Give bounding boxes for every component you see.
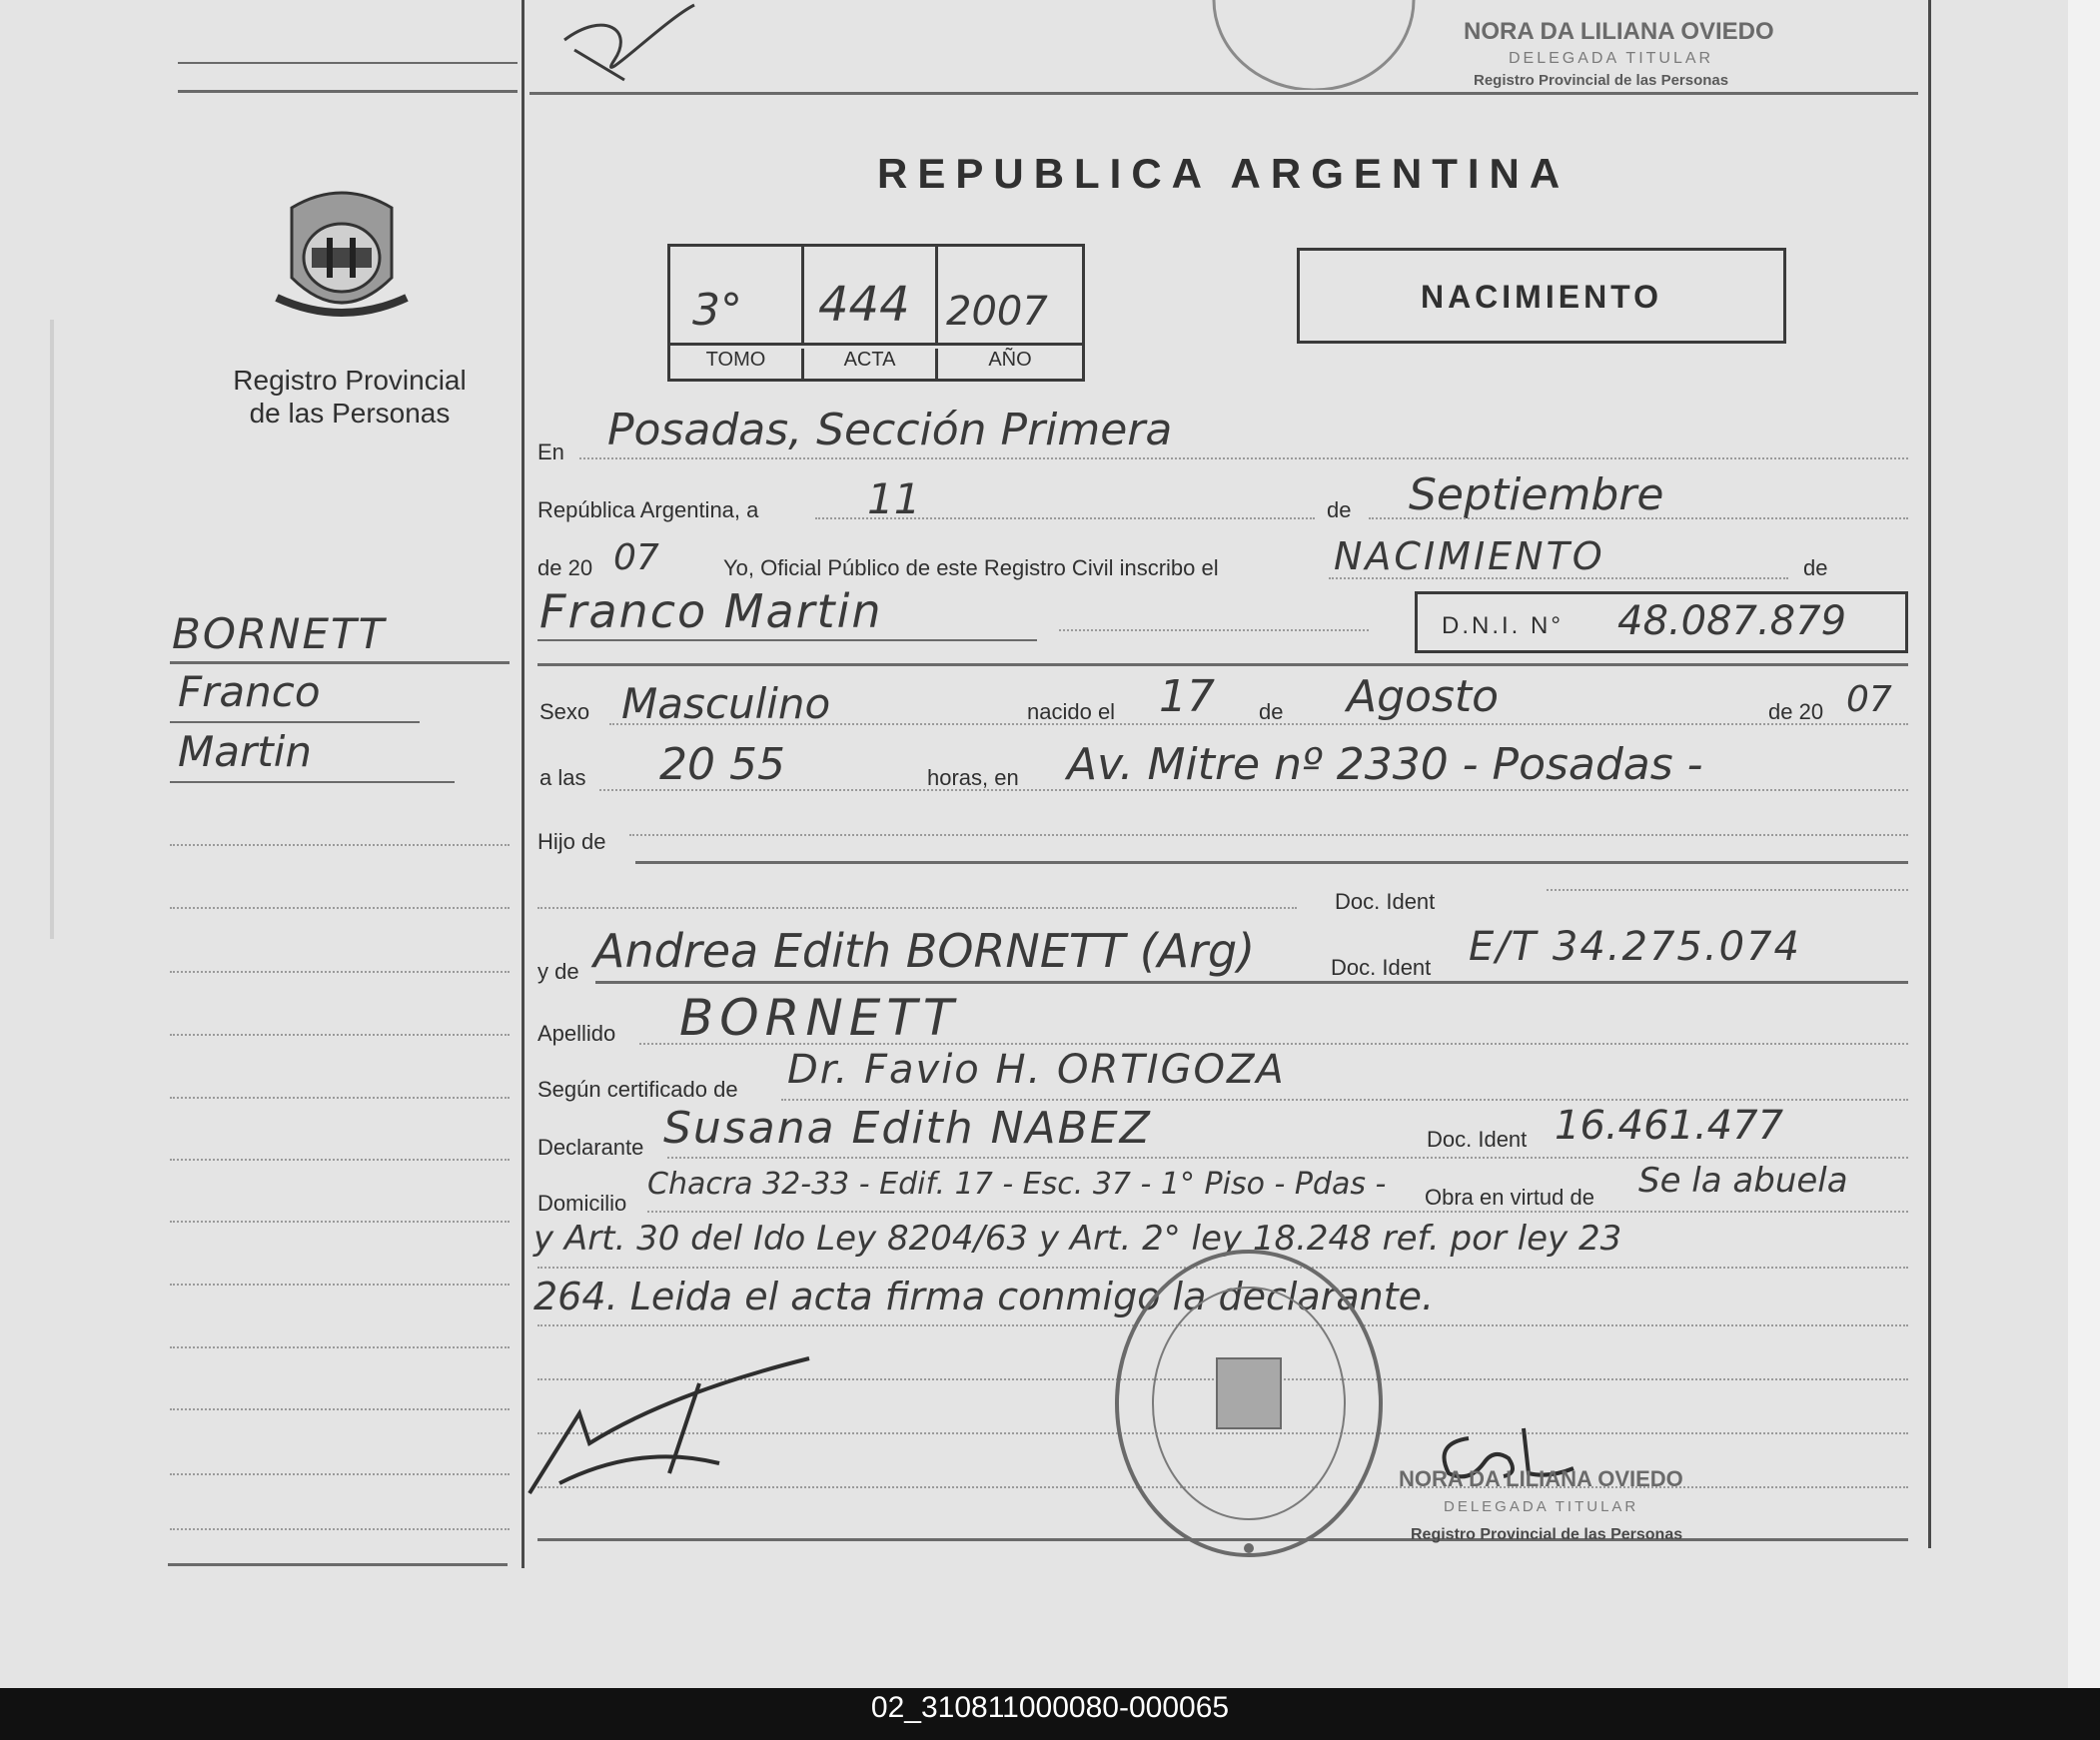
tomo-cell bbox=[670, 247, 804, 345]
label-segun: Según certificado de bbox=[537, 1077, 738, 1102]
left-column-border bbox=[522, 0, 525, 1568]
paper-fold bbox=[50, 320, 54, 939]
label-de20-b: de 20 bbox=[1768, 699, 1824, 724]
bottom-stamp-role: DELEGADA TITULAR bbox=[1444, 1498, 1639, 1515]
acta-value: 444 bbox=[818, 277, 910, 333]
value-hour: 20 55 bbox=[659, 739, 785, 790]
line-month bbox=[1369, 517, 1908, 519]
sidebar-name-1: Franco bbox=[178, 667, 321, 716]
sidebar-bottom-rule bbox=[168, 1563, 508, 1566]
value-dni: 48.087.879 bbox=[1617, 598, 1847, 644]
anio-value: 2007 bbox=[946, 289, 1048, 335]
top-stamp-role: DELEGADA TITULAR bbox=[1509, 50, 1714, 67]
label-declarante: Declarante bbox=[537, 1135, 644, 1160]
sidebar-line bbox=[170, 907, 510, 909]
sidebar-top-dotted bbox=[178, 62, 518, 64]
sidebar-line bbox=[170, 1159, 510, 1161]
label-y-de: y de bbox=[537, 959, 579, 984]
province-seal-icon bbox=[272, 178, 412, 333]
page-edge bbox=[2068, 0, 2100, 1688]
sidebar-top-rule bbox=[178, 90, 518, 93]
dni-box bbox=[1415, 591, 1908, 653]
acta-cell bbox=[804, 247, 938, 345]
value-event: NACIMIENTO bbox=[1334, 534, 1605, 578]
label-en: En bbox=[537, 439, 564, 464]
registry-line-1: Registro Provincial bbox=[233, 365, 467, 396]
sidebar-name1-rule bbox=[170, 721, 420, 723]
label-apellido: Apellido bbox=[537, 1021, 616, 1046]
value-legal-basis-1: Se la abuela bbox=[1638, 1161, 1848, 1201]
sidebar-surname-rule bbox=[170, 661, 510, 664]
tomo-label: TOMO bbox=[670, 349, 804, 379]
top-signature bbox=[544, 0, 734, 90]
sidebar-line bbox=[170, 1097, 510, 1099]
sidebar-line bbox=[170, 1034, 510, 1036]
top-stamp-org: Registro Provincial de las Personas bbox=[1474, 72, 1729, 89]
record-type: NACIMIENTO bbox=[1420, 279, 1663, 315]
anio-label: AÑO bbox=[988, 349, 1032, 371]
index-divider bbox=[670, 343, 1082, 346]
label-sexo: Sexo bbox=[539, 699, 590, 724]
declarant-signature bbox=[520, 1353, 819, 1503]
line-declarante bbox=[667, 1157, 1908, 1159]
value-birth-month: Agosto bbox=[1347, 671, 1500, 722]
line-a-las bbox=[599, 789, 1908, 791]
value-declarant: Susana Edith NABEZ bbox=[663, 1103, 1152, 1154]
label-a-las: a las bbox=[539, 765, 586, 790]
top-seal-fragment bbox=[1204, 0, 1424, 90]
line-segun bbox=[781, 1099, 1908, 1101]
sidebar-line bbox=[170, 1346, 510, 1348]
value-month: Septiembre bbox=[1409, 469, 1664, 520]
official-seal-stamp bbox=[1109, 1244, 1389, 1563]
label-republica: República Argentina, a bbox=[537, 497, 759, 522]
sidebar-line bbox=[170, 1528, 510, 1530]
line-child-name bbox=[537, 639, 1037, 641]
label-de-2: de bbox=[1803, 555, 1828, 580]
value-declarant-doc: 16.461.477 bbox=[1555, 1103, 1784, 1149]
record-type-box bbox=[1297, 248, 1786, 344]
line-domicilio bbox=[647, 1211, 1908, 1213]
value-certifier: Dr. Favio H. ORTIGOZA bbox=[787, 1047, 1286, 1093]
value-sex: Masculino bbox=[621, 679, 831, 728]
line-hijo-de-1 bbox=[629, 834, 1908, 836]
value-mother-doc: E/T 34.275.074 bbox=[1469, 924, 1801, 970]
line-doc-ident-1 bbox=[1547, 889, 1908, 891]
bottom-stamp-name: NORA DA LILIANA OVIEDO bbox=[1399, 1466, 1683, 1491]
right-column-border bbox=[1928, 0, 1931, 1548]
value-birth-day: 17 bbox=[1159, 671, 1215, 722]
anio-cell bbox=[938, 247, 1082, 345]
line-sexo bbox=[609, 723, 1908, 725]
value-mother: Andrea Edith BORNETT (Arg) bbox=[593, 924, 1256, 978]
sidebar-name2-rule bbox=[170, 781, 455, 783]
label-de-3: de bbox=[1259, 699, 1284, 724]
value-surname: BORNETT bbox=[679, 989, 960, 1047]
line-en bbox=[579, 457, 1908, 459]
value-legal-basis-3: 264. Leida el acta firma conmigo la declarante. bbox=[533, 1275, 1435, 1318]
line-day bbox=[815, 517, 1315, 519]
file-code: 02_310811000080-000065 bbox=[870, 1691, 1230, 1724]
value-birth-year-suffix: 07 bbox=[1846, 679, 1892, 720]
index-table bbox=[667, 244, 1085, 382]
label-hijo-de: Hijo de bbox=[537, 829, 606, 854]
sidebar-line bbox=[170, 1473, 510, 1475]
registry-name bbox=[190, 364, 510, 430]
label-doc-ident-1: Doc. Ident bbox=[1335, 889, 1436, 914]
value-legal-basis-2: y Art. 30 del Ido Ley 8204/63 y Art. 2° ley 18.248 ref. por ley 23 bbox=[533, 1219, 1622, 1259]
value-address: Chacra 32-33 - Edif. 17 - Esc. 37 - 1° Piso - Pdas - bbox=[647, 1167, 1387, 1202]
section-rule-1 bbox=[537, 663, 1908, 666]
sidebar-line bbox=[170, 971, 510, 973]
label-dni: D.N.I. N° bbox=[1442, 612, 1564, 639]
label-obra: Obra en virtud de bbox=[1425, 1185, 1594, 1210]
sidebar-surname: BORNETT bbox=[172, 609, 387, 658]
tomo-value: 3° bbox=[692, 285, 742, 336]
line-y-de bbox=[595, 981, 1908, 984]
main-top-rule bbox=[529, 92, 1918, 95]
value-year-suffix: 07 bbox=[613, 537, 659, 578]
label-horas: horas, en bbox=[927, 765, 1019, 790]
sidebar-line bbox=[170, 1284, 510, 1286]
value-child-name: Franco Martin bbox=[539, 584, 883, 638]
value-birth-place: Av. Mitre nº 2330 - Posadas - bbox=[1067, 739, 1703, 790]
value-day: 11 bbox=[867, 474, 921, 523]
label-de: de bbox=[1327, 497, 1352, 522]
label-domicilio: Domicilio bbox=[537, 1191, 627, 1216]
top-stamp-name: NORA DA LILIANA OVIEDO bbox=[1464, 18, 1774, 45]
sidebar-line bbox=[170, 1221, 510, 1223]
sidebar-line bbox=[170, 1408, 510, 1410]
label-doc-ident-3: Doc. Ident bbox=[1427, 1127, 1528, 1152]
line-apellido bbox=[639, 1043, 1908, 1045]
label-de20: de 20 bbox=[537, 555, 593, 580]
sidebar-line bbox=[170, 844, 510, 846]
bottom-stamp-org: Registro Provincial de las Personas bbox=[1411, 1526, 1683, 1543]
label-doc-ident-2: Doc. Ident bbox=[1331, 955, 1432, 980]
acta-label: ACTA bbox=[804, 349, 938, 379]
label-nacido: nacido el bbox=[1027, 699, 1116, 724]
line-hijo-de-2 bbox=[635, 861, 1908, 864]
registry-line-2: de las Personas bbox=[249, 398, 451, 429]
value-place: Posadas, Sección Primera bbox=[607, 405, 1173, 455]
line-child-name-ext bbox=[1059, 629, 1369, 631]
line-event bbox=[1329, 577, 1788, 579]
sidebar-name-2: Martin bbox=[178, 727, 312, 776]
line-father bbox=[537, 907, 1297, 909]
country-title: REPUBLICA ARGENTINA bbox=[877, 150, 1571, 197]
label-yo-oficial: Yo, Oficial Público de este Registro Civil inscribo el bbox=[723, 555, 1219, 580]
